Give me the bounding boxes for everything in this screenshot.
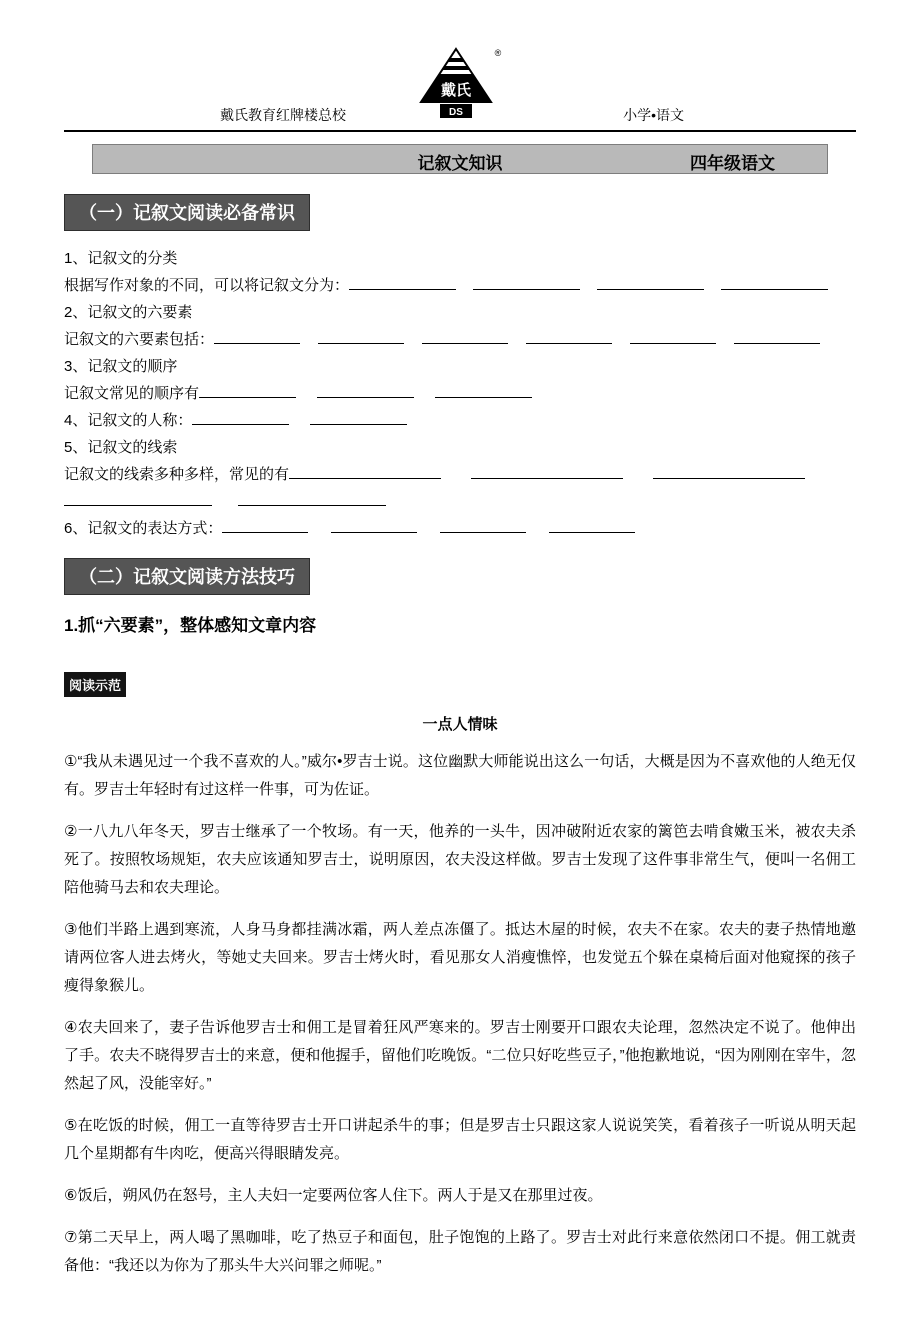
fill-in-blank <box>440 518 526 533</box>
doc-title: 记叙文知识 <box>417 154 503 173</box>
fill-in-blank <box>64 491 212 506</box>
q2-line <box>64 326 856 353</box>
fill-in-blank <box>435 383 532 398</box>
q4-text: 4、记叙文的人称： <box>64 412 193 429</box>
q3-label: 3、记叙文的顺序 <box>64 358 178 375</box>
school-name: 戴氏教育红牌楼总校 <box>220 107 346 123</box>
fill-in-blank <box>630 329 716 344</box>
fill-in-blank <box>289 464 441 479</box>
subject-label: 小学•语文 <box>623 107 684 123</box>
essay-paragraph: ⑤在吃饭的时候，佣工一直等待罗吉士开口讲起杀牛的事；但是罗吉士只跟这家人说说笑笑，看着孩子一听说从明天起几个星期都有牛肉吃，便高兴得眼睛发亮。 <box>64 1117 856 1162</box>
essay-paragraph: ④农夫回来了，妻子告诉他罗吉士和佣工是冒着狂风严寒来的。罗吉士刚要开口跟农夫论理，忽然决定不说了。他伸出了手。农夫不晓得罗吉士的来意，便和他握手，留他们吃晚饭。“二位只好吃些豆子，”他抱歉地说，“因为刚刚在宰牛，忽然起了风，没能宰好。” <box>64 1019 856 1092</box>
q6-line <box>64 515 856 542</box>
q5-text: 记叙文的线索多种多样，常见的有 <box>64 466 290 483</box>
essay-paragraph: ⑦第二天早上，两人喝了黑咖啡，吃了热豆子和面包，肚子饱饱的上路了。罗吉士对此行来意依然闭口不提。佣工就责备他：“我还以为你为了那头牛大兴问罪之师呢。” <box>64 1229 856 1274</box>
title-bar <box>92 144 828 174</box>
fill-in-blank <box>222 518 308 533</box>
essay-paragraph: ③他们半路上遇到寒流，人身马身都挂满冰霜，两人差点冻僵了。抵达木屋的时候，农夫不在家。农夫的妻子热情地邀请两位客人进去烤火，等她丈夫回来。罗吉士烤火时，看见那女人消瘦憔悴，也发觉五个躲在桌椅后面对他窥探的孩子瘦得象猴儿。 <box>64 921 856 994</box>
fill-in-blank <box>331 518 417 533</box>
q4-line <box>64 407 856 434</box>
question-block <box>64 245 856 542</box>
essay-title: 一点人情味 <box>422 716 498 733</box>
q5-label: 5、记叙文的线索 <box>64 439 178 456</box>
fill-in-blank <box>422 329 508 344</box>
fill-in-blank <box>721 275 828 290</box>
fill-in-blank <box>310 410 407 425</box>
essay-paragraph: ⑥饭后，朔风仍在怒号，主人夫妇一定要两位客人住下。两人于是又在那里过夜。 <box>64 1187 603 1204</box>
fill-in-blank <box>199 383 296 398</box>
q5-line-continued <box>64 488 856 515</box>
section1-heading: （一）记叙文阅读必备常识 <box>64 194 310 231</box>
fill-in-blank <box>653 464 805 479</box>
fill-in-blank <box>471 464 623 479</box>
fill-in-blank <box>317 383 414 398</box>
q2-label: 2、记叙文的六要素 <box>64 304 193 321</box>
fill-in-blank <box>597 275 704 290</box>
fill-in-blank <box>192 410 289 425</box>
q3-line <box>64 380 856 407</box>
header-row <box>64 105 856 125</box>
q1-label: 1、记叙文的分类 <box>64 250 178 267</box>
logo-abbr-text: DS <box>449 107 463 118</box>
q2-text: 记叙文的六要素包括： <box>64 331 215 348</box>
q1-text: 根据写作对象的不同，可以将记叙文分为： <box>64 277 350 294</box>
q5-line <box>64 461 856 488</box>
page-header <box>64 0 856 132</box>
method-subheading: 1.抓“六要素”，整体感知文章内容 <box>64 616 317 635</box>
section2-heading: （二）记叙文阅读方法技巧 <box>64 558 310 595</box>
q1-line <box>64 272 856 299</box>
grade-label: 四年级语文 <box>690 154 775 173</box>
fill-in-blank <box>549 518 635 533</box>
q3-text: 记叙文常见的顺序有 <box>64 385 200 402</box>
fill-in-blank <box>214 329 300 344</box>
fill-in-blank <box>238 491 386 506</box>
q6-text: 6、记叙文的表达方式： <box>64 520 223 537</box>
fill-in-blank <box>526 329 612 344</box>
essay-paragraph: ②一八九八年冬天，罗吉士继承了一个牧场。有一天，他养的一头牛，因冲破附近农家的篱笆去啃食嫩玉米，被农夫杀死了。按照牧场规矩，农夫应该通知罗吉士，说明原因，农夫没这样做。罗吉士发现了这件事非常生气，便叫一名佣工陪他骑马去和农夫理论。 <box>64 823 856 896</box>
registered-mark: ® <box>494 48 502 58</box>
fill-in-blank <box>318 329 404 344</box>
fill-in-blank <box>349 275 456 290</box>
logo-brand-text: 戴氏 <box>440 82 472 99</box>
fill-in-blank <box>734 329 820 344</box>
essay-paragraph: ①“我从未遇见过一个我不喜欢的人。”威尔•罗吉士说。这位幽默大师能说出这么一句话，大概是因为不喜欢他的人绝无仅有。罗吉士年轻时有过这样一件事，可为佐证。 <box>64 753 856 798</box>
fill-in-blank <box>473 275 580 290</box>
reading-example-badge: 阅读示范 <box>64 672 126 697</box>
